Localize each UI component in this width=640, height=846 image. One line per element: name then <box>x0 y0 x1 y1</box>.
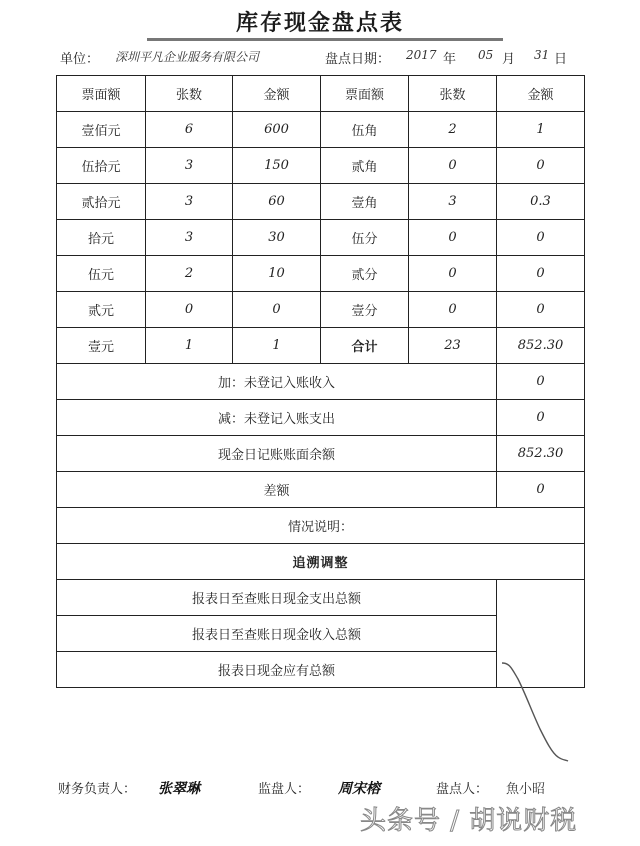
note-cell <box>57 508 585 544</box>
total-amount: 852.30 <box>497 328 585 364</box>
header-amount: 金额 <box>233 76 321 112</box>
summary-row <box>57 364 585 400</box>
cash-count-table <box>56 75 585 688</box>
header-amount: 金额 <box>497 76 585 112</box>
year-unit: 年 <box>443 52 457 67</box>
amount-cell: 0 <box>497 220 585 256</box>
denomination-cell: 贰角 <box>321 148 409 184</box>
amount-cell: 0 <box>233 292 321 328</box>
day-unit: 日 <box>554 52 568 67</box>
summary-row <box>57 436 585 472</box>
count-cell: 0 <box>409 148 497 184</box>
date-month: 05 <box>478 48 494 62</box>
trace-title: 追溯调整 <box>57 544 585 580</box>
amount-cell: 0 <box>497 256 585 292</box>
header-denomination: 票面额 <box>321 76 409 112</box>
date-label: 盘点日期： <box>325 52 391 67</box>
date-year: 2017 <box>406 48 437 62</box>
table-row <box>57 256 585 292</box>
trace-value <box>497 580 585 616</box>
header-denomination: 票面额 <box>57 76 146 112</box>
amount-cell: 150 <box>233 148 321 184</box>
table-row <box>57 220 585 256</box>
summary-value: 0 <box>497 400 585 436</box>
trace-label: 报表日现金应有总额 <box>57 652 497 688</box>
count-cell: 1 <box>146 328 233 364</box>
summary-value: 852.30 <box>497 436 585 472</box>
amount-cell: 0 <box>497 292 585 328</box>
page-title: 库存现金盘点表 <box>235 11 404 36</box>
summary-value: 0 <box>497 472 585 508</box>
watermark: 头条号 / 胡说财税 <box>360 806 578 836</box>
denomination-cell: 贰分 <box>321 256 409 292</box>
month-unit: 月 <box>502 52 516 67</box>
summary-row <box>57 472 585 508</box>
denomination-cell: 壹分 <box>321 292 409 328</box>
denomination-cell: 伍角 <box>321 112 409 148</box>
count-cell: 0 <box>409 256 497 292</box>
count-cell: 0 <box>146 292 233 328</box>
denomination-cell: 壹元 <box>57 328 146 364</box>
total-count: 23 <box>409 328 497 364</box>
note-row <box>57 508 585 544</box>
amount-cell: 600 <box>233 112 321 148</box>
summary-value: 0 <box>497 364 585 400</box>
count-cell: 0 <box>409 220 497 256</box>
denomination-cell: 贰元 <box>57 292 146 328</box>
trace-row <box>57 652 585 688</box>
denomination-cell: 伍元 <box>57 256 146 292</box>
summary-label: 减：未登记入账支出 <box>57 400 497 436</box>
count-cell: 2 <box>146 256 233 292</box>
finance-label: 财务负责人： <box>58 782 137 797</box>
table-row <box>57 328 585 364</box>
denomination-cell: 贰拾元 <box>57 184 146 220</box>
signature-footer <box>58 778 598 800</box>
count-cell: 2 <box>409 112 497 148</box>
count-cell: 0 <box>409 292 497 328</box>
amount-cell: 30 <box>233 220 321 256</box>
amount-cell: 0 <box>497 148 585 184</box>
count-cell: 3 <box>146 184 233 220</box>
count-cell: 6 <box>146 112 233 148</box>
amount-cell: 1 <box>233 328 321 364</box>
amount-cell: 0.3 <box>497 184 585 220</box>
trace-label: 报表日至查账日现金支出总额 <box>57 580 497 616</box>
header-count: 张数 <box>146 76 233 112</box>
supervisor-signature: 周宋榕 <box>338 781 380 797</box>
denomination-cell: 伍分 <box>321 220 409 256</box>
header-meta <box>60 48 580 68</box>
trace-row <box>57 580 585 616</box>
table-row <box>57 184 585 220</box>
count-cell: 3 <box>409 184 497 220</box>
summary-label: 现金日记账账面余额 <box>57 436 497 472</box>
denomination-cell: 拾元 <box>57 220 146 256</box>
counter-label: 盘点人： <box>436 782 489 797</box>
table-row <box>57 292 585 328</box>
trace-value <box>497 652 585 688</box>
total-label: 合计 <box>321 328 409 364</box>
header-count: 张数 <box>409 76 497 112</box>
amount-cell: 60 <box>233 184 321 220</box>
count-cell: 3 <box>146 220 233 256</box>
amount-cell: 10 <box>233 256 321 292</box>
note-label: 情况说明： <box>287 520 353 535</box>
trace-label: 报表日至查账日现金收入总额 <box>57 616 497 652</box>
supervisor-label: 监盘人： <box>258 782 311 797</box>
finance-signature: 张翠琳 <box>158 781 200 797</box>
summary-label: 差额 <box>57 472 497 508</box>
counter-signature: 魚小昭 <box>506 782 546 797</box>
denomination-cell: 壹佰元 <box>57 112 146 148</box>
count-cell: 3 <box>146 148 233 184</box>
denomination-cell: 壹角 <box>321 184 409 220</box>
table-row <box>57 148 585 184</box>
unit-label: 单位： <box>60 52 100 67</box>
trace-row <box>57 616 585 652</box>
summary-label: 加：未登记入账收入 <box>57 364 497 400</box>
summary-row <box>57 400 585 436</box>
table-header-row <box>57 76 585 112</box>
trace-title-row <box>57 544 585 580</box>
trace-value <box>497 616 585 652</box>
amount-cell: 1 <box>497 112 585 148</box>
denomination-cell: 伍拾元 <box>57 148 146 184</box>
unit-value: 深圳平凡企业服务有限公司 <box>115 50 260 64</box>
title-underline <box>147 38 503 41</box>
date-day: 31 <box>534 48 550 62</box>
table-row <box>57 112 585 148</box>
